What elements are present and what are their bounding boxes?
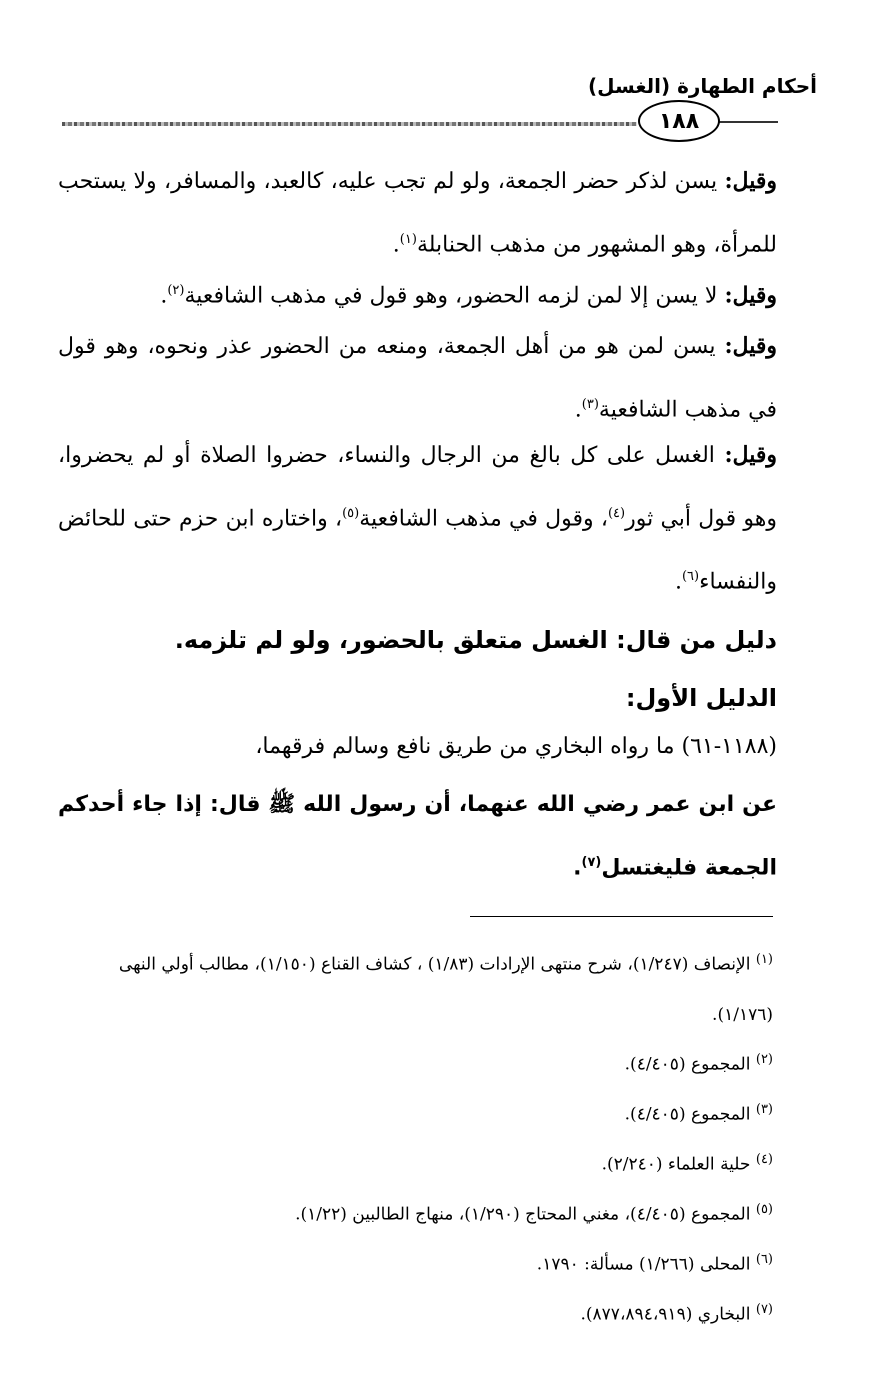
footnote-3	[58, 1085, 773, 1140]
footnote-number: (٦)	[755, 1252, 773, 1267]
footnote-text: المجموع (٤/٤٠٥).	[624, 1054, 751, 1075]
footnote-ref[interactable]: (١)	[399, 232, 417, 247]
paragraph-text: ، واختاره ابن حزم حتى للحائض والنفساء	[58, 506, 777, 595]
footnote-text: الإنصاف (١/٢٤٧)، شرح منتهى الإرادات (١/٨٣) ، كشاف القناع (١/١٥٠)، مطالب أولي النهى (١/١٧٦).	[118, 954, 773, 1025]
footnote-text: المحلى (١/٢٦٦) مسألة: ١٧٩٠.	[536, 1254, 751, 1275]
paragraph-label: وقيل:	[724, 282, 777, 309]
footnote-4	[58, 1135, 773, 1190]
footnote-ref[interactable]: (٤)	[607, 506, 626, 521]
page-number: ١٨٨	[638, 100, 720, 142]
footnote-ref[interactable]: (٦)	[681, 569, 700, 585]
paragraph-text: الغسل على كل بالغ من الرجال والنساء، حضروا الصلاة أو لم يحضروا، وهو قول أبي ثور	[58, 443, 777, 532]
footnote-number: (٢)	[755, 1052, 773, 1067]
paragraph-label: وقيل:	[724, 442, 777, 468]
footnote-text: حلية العلماء (٢/٢٤٠).	[601, 1154, 751, 1175]
paragraph-3: وقيل: يسن لمن هو من أهل الجمعة، ومنعه من الحضور عذر ونحوه، وهو قول في مذهب الشافعية$^{(٣)}$.	[58, 333, 777, 423]
paragraph-label: وقيل:	[724, 168, 777, 194]
footnote-number: (٤)	[755, 1152, 773, 1167]
footnote-text: البخاري (٨٧٧،٨٩٤،٩١٩).	[580, 1304, 751, 1325]
paragraph-4: وقيل: الغسل على كل بالغ من الرجال والنساء، حضروا الصلاة أو لم يحضروا، وهو قول أبي ثور$^{(٤)}$، وقول في مذهب الشافعية$^{(٥)}$، واختاره ابن حزم حتى للحائض والنفساء$^{(٦)}$.	[58, 442, 777, 595]
footnote-ref[interactable]: (٧)	[581, 855, 602, 870]
footnote-1	[58, 935, 773, 1040]
footnote-text: المجموع (٤/٤٠٥)، مغني المحتاج (١/٢٩٠)، منهاج الطالبين (١/٢٢).	[295, 1204, 751, 1225]
footnote-separator	[470, 916, 773, 917]
hadith-intro-text: (١١٨٨-٦١) ما رواه البخاري من طريق نافع وسالم فرقهما،	[255, 734, 777, 759]
paragraph-1: وقيل: يسن لذكر حضر الجمعة، ولو لم تجب عليه، كالعبد، والمسافر، ولا يستحب للمرأة، وهو المشهور من مذهب الحنابلة$^{(١)}$.	[58, 168, 777, 258]
paragraph-2: وقيل: لا يسن إلا لمن لزمه الحضور، وهو قول في مذهب الشافعية$^{(٢)}$.	[160, 282, 777, 309]
hadith-text-body: عن ابن عمر رضي الله عنهما، أن رسول الله ﷺ قال: إذا جاء أحدكم الجمعة فليغتسل	[58, 792, 777, 881]
paragraph-text: ، وقول في مذهب الشافعية	[359, 506, 608, 532]
subsection-heading: الدليل الأول:	[625, 684, 777, 712]
section-heading: دليل من قال: الغسل متعلق بالحضور، ولو لم تلزمه.	[174, 626, 777, 654]
paragraph-label: وقيل:	[724, 333, 777, 359]
hadith-intro	[58, 718, 777, 776]
running-header-title: أحكام الطهارة (الغسل)	[587, 74, 817, 98]
footnote-number: (١)	[755, 952, 773, 967]
footnote-7	[58, 1285, 773, 1340]
footnote-6	[58, 1235, 773, 1290]
footnote-number: (٧)	[755, 1302, 773, 1317]
footnote-number: (٣)	[755, 1102, 773, 1117]
header-rule-right	[718, 121, 778, 123]
footnote-2	[58, 1035, 773, 1090]
footnote-text: المجموع (٤/٤٠٥).	[624, 1104, 751, 1125]
footnote-5	[58, 1185, 773, 1240]
footnote-ref[interactable]: (٢)	[167, 283, 185, 298]
header-rule	[62, 122, 637, 126]
paragraph-text: يسن لمن هو من أهل الجمعة، ومنعه من الحضور عذر ونحوه، وهو قول في مذهب الشافعية	[58, 334, 777, 423]
paragraph-text: يسن لذكر حضر الجمعة، ولو لم تجب عليه، كالعبد، والمسافر، ولا يستحب للمرأة، وهو المشهور من مذهب الحنابلة	[58, 169, 777, 258]
hadith-text: عن ابن عمر رضي الله عنهما، أن رسول الله ﷺ قال: إذا جاء أحدكم الجمعة فليغتسل$^{(٧)}$.	[58, 792, 777, 881]
footnote-ref[interactable]: (٣)	[581, 397, 599, 412]
footnote-number: (٥)	[755, 1202, 773, 1217]
paragraph-text: لا يسن إلا لمن لزمه الحضور، وهو قول في مذهب الشافعية	[184, 283, 725, 309]
footnote-ref[interactable]: (٥)	[342, 506, 360, 521]
